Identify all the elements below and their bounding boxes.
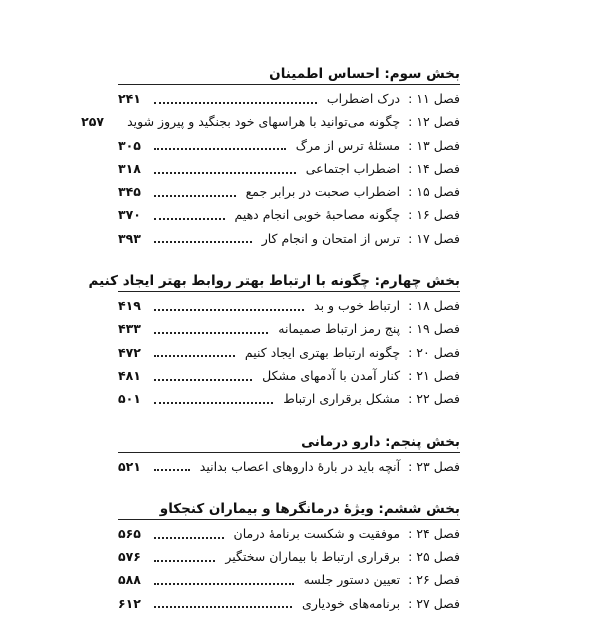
page-number: ۲۴۱ xyxy=(118,91,141,106)
chapter-title: تعیین دستور جلسه xyxy=(303,572,401,588)
toc-entry xyxy=(118,134,460,157)
page-number: ۳۹۳ xyxy=(118,230,141,246)
toc-entry xyxy=(118,317,460,340)
chapter-title: چگونه می‌توانید با هراسهای خود بجنگید و پیروز شوید xyxy=(127,114,401,130)
toc-entry xyxy=(118,227,460,250)
chapter-title: اضطراب اجتماعی xyxy=(305,160,401,176)
chapter-number: فصل ۲۵ : xyxy=(408,549,460,565)
page-number: ۳۰۵ xyxy=(118,137,141,153)
page-number: ۲۵۷ xyxy=(81,114,104,130)
dot-leader xyxy=(154,469,190,471)
chapter-title: مسئلهٔ ترس از مرگ xyxy=(295,137,401,153)
chapter-number: فصل ۲۶ : xyxy=(408,572,460,588)
page-number: ۵۷۶ xyxy=(118,549,141,565)
chapter-number: فصل ۲۱ : xyxy=(408,367,460,383)
chapter-title: آنچه باید در بارهٔ داروهای اعصاب بدانید xyxy=(199,458,401,474)
toc-entry xyxy=(118,387,460,410)
chapter-title: پنج رمز ارتباط صمیمانه xyxy=(278,321,401,337)
toc-entry xyxy=(118,568,460,591)
chapter-number: فصل ۱۱ : xyxy=(408,91,460,106)
dot-leader xyxy=(154,148,286,150)
dot-leader xyxy=(154,241,252,243)
toc-entry xyxy=(118,180,460,203)
chapter-number: فصل ۲۳ : xyxy=(408,458,460,474)
toc-entry xyxy=(118,341,460,364)
chapter-title: چگونه مصاحبهٔ خوبی انجام دهیم xyxy=(234,207,401,223)
page-number: ۴۸۱ xyxy=(118,367,141,383)
dot-leader xyxy=(154,537,224,539)
chapter-title: برقراری ارتباط با بیماران سختگیر xyxy=(225,549,401,565)
chapter-number: فصل ۱۹ : xyxy=(408,321,460,337)
toc-section xyxy=(118,432,460,478)
dot-leader xyxy=(154,606,292,608)
dot-leader xyxy=(154,583,294,585)
chapter-title: چگونه ارتباط بهتری ایجاد کنیم xyxy=(244,344,401,360)
toc-entry xyxy=(118,522,460,545)
chapter-number: فصل ۱۸ : xyxy=(408,298,460,314)
toc-entry xyxy=(118,455,460,478)
page-number: ۴۳۳ xyxy=(118,321,141,337)
dot-leader xyxy=(154,379,252,381)
chapter-title: برنامه‌های خودیاری xyxy=(302,595,401,611)
chapter-number: فصل ۱۵ : xyxy=(408,184,460,200)
toc-section xyxy=(118,499,460,615)
chapter-title: درک اضطراب xyxy=(326,91,401,106)
chapter-number: فصل ۲۰ : xyxy=(408,344,460,360)
dot-leader xyxy=(154,309,304,311)
section-title: بخش چهارم: چگونه با ارتباط بهتر روابط بهتر ایجاد کنیم xyxy=(118,271,460,292)
chapter-number: فصل ۲۷ : xyxy=(408,595,460,611)
dot-leader xyxy=(154,402,273,404)
page-number: ۵۸۸ xyxy=(118,572,141,588)
dot-leader xyxy=(154,560,215,562)
chapter-number: فصل ۱۲ : xyxy=(408,114,460,130)
toc-entry xyxy=(118,87,460,110)
toc-entry xyxy=(118,545,460,568)
chapter-title: ارتباط خوب و بد xyxy=(314,298,401,314)
dot-leader xyxy=(154,102,317,104)
page-number: ۳۷۰ xyxy=(118,207,141,223)
table-of-contents xyxy=(81,64,460,636)
toc-entry xyxy=(118,203,460,226)
dot-leader xyxy=(154,218,225,220)
chapter-number: فصل ۲۴ : xyxy=(408,525,460,541)
chapter-title: موفقیت و شکست برنامهٔ درمان xyxy=(233,525,401,541)
chapter-number: فصل ۱۷ : xyxy=(408,230,460,246)
toc-section xyxy=(88,271,460,410)
chapter-title: مشکل برقراری ارتباط xyxy=(283,391,401,407)
chapter-number: فصل ۱۶ : xyxy=(408,207,460,223)
page-number: ۶۱۲ xyxy=(118,595,141,611)
page-number: ۵۰۱ xyxy=(118,391,141,407)
chapter-title: کنار آمدن با آدمهای مشکل xyxy=(262,367,401,383)
page-number: ۳۱۸ xyxy=(118,160,141,176)
toc-entry xyxy=(118,294,460,317)
dot-leader xyxy=(154,355,235,357)
chapter-number: فصل ۱۳ : xyxy=(408,137,460,153)
page-number: ۵۶۵ xyxy=(118,525,141,541)
toc-entry xyxy=(118,364,460,387)
page-number: ۵۲۱ xyxy=(118,458,141,474)
section-title: بخش سوم: احساس اطمینان xyxy=(118,64,460,85)
section-title: بخش ششم: ویژهٔ درمانگرها و بیماران کنجکاو xyxy=(118,499,460,520)
page-number: ۳۴۵ xyxy=(118,184,141,200)
page-number: ۴۱۹ xyxy=(118,298,141,314)
toc-entry xyxy=(81,110,460,133)
dot-leader xyxy=(154,195,236,197)
chapter-title: اضطراب صحبت در برابر جمع xyxy=(245,184,401,200)
chapter-number: فصل ۱۴ : xyxy=(408,160,460,176)
toc-section xyxy=(81,64,460,250)
dot-leader xyxy=(154,332,268,334)
chapter-title: ترس از امتحان و انجام کار xyxy=(261,230,401,246)
section-title: بخش پنجم: دارو درمانی xyxy=(118,432,460,453)
dot-leader xyxy=(154,172,296,174)
toc-entry xyxy=(118,592,460,615)
toc-entry xyxy=(118,157,460,180)
page-number: ۴۷۲ xyxy=(118,344,141,360)
chapter-number: فصل ۲۲ : xyxy=(408,391,460,407)
